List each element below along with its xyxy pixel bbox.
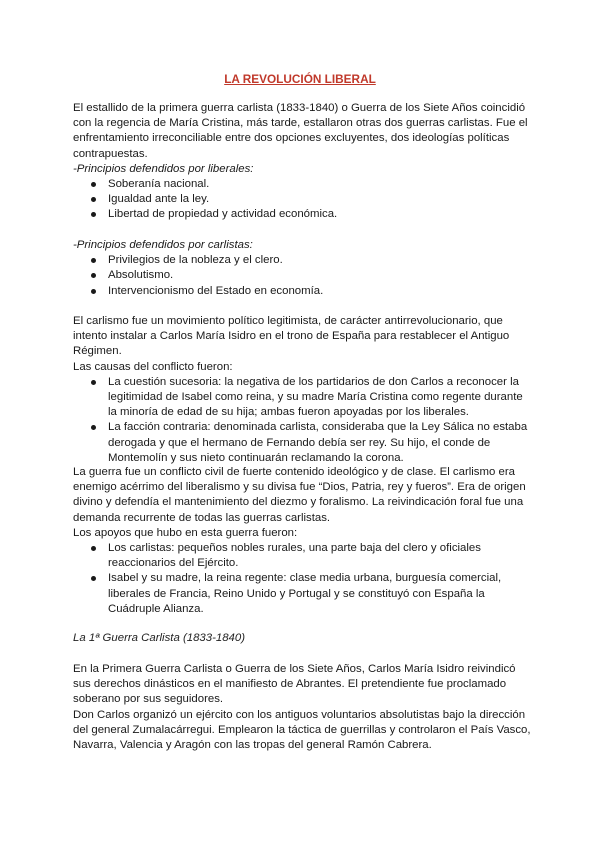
primera-guerra-section	[73, 662, 533, 753]
list-item: Intervencionismo del Estado en economía.	[73, 284, 533, 299]
apoyos-list	[73, 541, 533, 617]
causes-list	[73, 375, 533, 466]
list-item: Libertad de propiedad y actividad económica.	[73, 207, 533, 222]
liberales-list	[73, 177, 533, 223]
list-item: Privilegios de la nobleza y el clero.	[73, 253, 533, 268]
carlismo-section	[73, 314, 533, 466]
carlistas-heading: -Principios defendidos por carlistas:	[73, 239, 253, 251]
intro-paragraph: El estallido de la primera guerra carlista (1833-1840) o Guerra de los Siete Años coincidió con la regencia de María Cristina, más tarde, estallaron otras dos guerras carlistas. Fue el enfrentamiento irreconciliable entre dos opciones excluyentes, dos ideologías políticas contrapuestas.	[73, 102, 528, 160]
carlistas-list	[73, 253, 533, 299]
causes-intro: Las causas del conflicto fueron:	[73, 360, 233, 373]
guerra-section	[73, 465, 533, 617]
section-heading: La 1ª Guerra Carlista (1833-1840)	[73, 632, 245, 644]
carlismo-paragraph: El carlismo fue un movimiento político legitimista, de carácter antirrevolucionario, que intento instalar a Carlos María Isidro en el trono de España para restablecer el Antiguo Régimen.	[73, 315, 510, 358]
list-item: Absolutismo.	[73, 268, 533, 283]
apoyos-intro: Los apoyos que hubo en esta guerra fueron:	[73, 526, 298, 539]
list-item: Igualdad ante la ley.	[73, 192, 533, 207]
guerra-paragraph: La guerra fue un conflicto civil de fuerte contenido ideológico y de clase. El carlismo era enemigo acérrimo del liberalismo y su divisa fue “Dios, Patria, rey y fueros”. Era de origen divino y defendía el mantenimiento del diezmo y foralismo. La reivindicación foral fue una demanda recurrente de todas las guerras carlistas.	[73, 466, 526, 524]
list-item: La cuestión sucesoria: la negativa de los partidarios de don Carlos a reconocer la legitimidad de Isabel como reina, y su madre María Cristina como regente durante la minoría de edad de su hija; ambas fueron apoyadas por los liberales.	[73, 375, 533, 421]
primera-guerra-paragraph-1: En la Primera Guerra Carlista o Guerra de los Siete Años, Carlos María Isidro reivindicó sus derechos dinásticos en el manifiesto de Abrantes. El pretendiente fue proclamado soberano por sus seguidores.	[73, 663, 516, 706]
carlistas-section	[73, 238, 533, 299]
page-title: LA REVOLUCIÓN LIBERAL	[224, 72, 376, 86]
list-item: Los carlistas: pequeños nobles rurales, una parte baja del clero y oficiales reaccionarios del Ejército.	[73, 541, 533, 571]
liberales-heading: -Principios defendidos por liberales:	[73, 162, 254, 175]
list-item: La facción contraria: denominada carlista, consideraba que la Ley Sálica no estaba derogada y que el hermano de Fernando debía ser rey. Su hijo, el conde de Montemolín y sus nieto continuarán reclamando la corona.	[73, 420, 533, 466]
intro-section	[73, 101, 533, 223]
list-item: Isabel y su madre, la reina regente: clase media urbana, burguesía comercial, liberales de Francia, Reino Unido y Portugal y se constituyó con España la Cuádruple Alianza.	[73, 571, 533, 617]
primera-guerra-paragraph-2: Don Carlos organizó un ejército con los antiguos voluntarios absolutistas bajo la dirección del general Zumalacárregui. Emplearon la táctica de guerrillas y controlaron el País Vasco, Navarra, Valencia y Aragón con las tropas del general Ramón Cabrera.	[73, 708, 531, 752]
list-item: Soberanía nacional.	[73, 177, 533, 192]
